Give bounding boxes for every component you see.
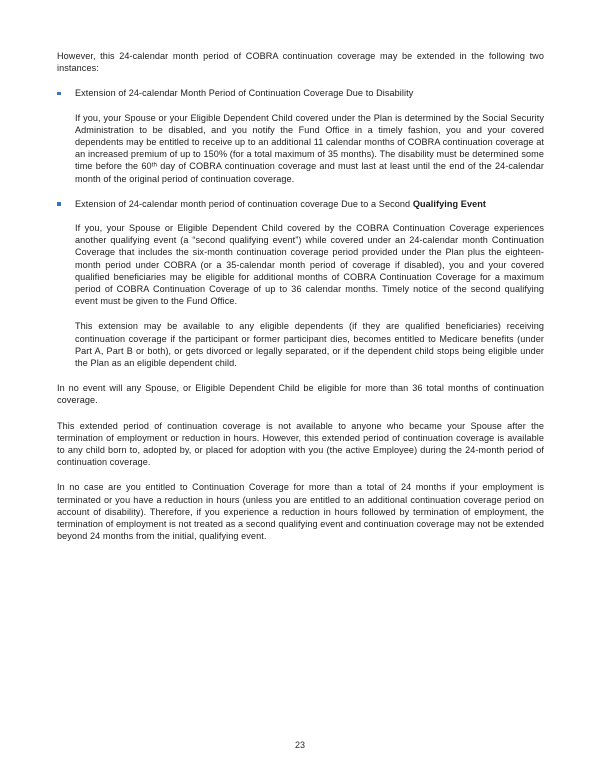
- bullet-item-disability-label: Extension of 24-calendar Month Period of Continuation Coverage Due to Disability: [75, 88, 414, 99]
- second-qualifying-event-paragraph-2: This extension may be available to any eligible dependents (if they are qualified beneficiaries) receiving continuation coverage if the participant or former participant dies, becomes entitled to Medicare benefits (under Part A, Part B or both), or gets divorced or legally separated, or if the dependent child stops being eligible under the Plan as an eligible dependent child.: [75, 321, 544, 369]
- bullet-item-disability: [57, 87, 544, 99]
- bullet-label-emphasis: Qualifying Event: [412, 198, 487, 209]
- closing-paragraph-3: In no case are you entitled to Continuation Coverage for more than a total of 24 months if your employment is terminated or you have a reduction in hours (unless you are entitled to an additional continuation coverage period on account of disability). Therefore, if you experience a reduction in hours followed by termination of employment, the termination of employment is not treated as a second qualifying event and continuation coverage may not be extended beyond 24 months from the initial, qualifying event.: [57, 482, 544, 542]
- second-qualifying-event-paragraph-1: If you, your Spouse or Eligible Dependent Child covered by the COBRA Continuation Coverage experiences another qualifying event (a “second qualifying event”) while covered under an 24-calendar month Continuation Coverage that includes the six-month continuation coverage period provided under the Plan plus the eighteen-month period under COBRA (or a 35-calendar month period of coverage if disabled), you and your covered qualified beneficiaries may be eligible for additional months of COBRA Continuation Coverage for a maximum period of COBRA Continuation Coverage of up to 36 calendar months. Timely notice of the second qualifying event must be given to the Fund Office.: [75, 223, 544, 307]
- ordinal-superscript: th: [151, 162, 158, 170]
- disability-paragraph: [75, 112, 544, 185]
- disability-paragraph-part-a: If you, your Spouse or your Eligible Dependent Child covered under the Plan is determined by the Social Security Administration to be disabled, and you notify the Fund Office in a timely fashion, you and your covered dependents may be entitled to receive up to an additional 11 calendar months of COBRA continuation coverage at an increased premium of up to 150% (for a total maximum of 35 months). The disability must be determined some time before the 60: [75, 112, 544, 172]
- closing-paragraph-1: In no event will any Spouse, or Eligible Dependent Child be eligible for more than 36 total months of continuation coverage.: [57, 383, 544, 406]
- bullet-item-second-qualifying-event-label: [75, 198, 544, 210]
- bullet-item-second-qualifying-event: [57, 198, 544, 210]
- closing-paragraph-2: This extended period of continuation coverage is not available to anyone who became your Spouse after the termination of employment or reduction in hours. However, this extended period of continuation coverage is available to any child born to, adopted by, or placed for adoption with you (the active Employee) during the 24-month period of continuation coverage.: [57, 420, 544, 468]
- intro-paragraph: However, this 24-calendar month period of COBRA continuation coverage may be extended in the following two instances:: [57, 51, 544, 74]
- page-content: [57, 50, 544, 556]
- bullet-label-prefix: Extension of 24-calendar month period of continuation coverage Due to a Second: [75, 198, 413, 209]
- bullet-square-icon: [57, 202, 61, 206]
- disability-paragraph-part-b: day of COBRA continuation coverage and must last at least until the end of the 24-calendar month of the original period of continuation coverage.: [75, 161, 544, 184]
- bullet-square-icon: [57, 92, 61, 96]
- page-number: 23: [294, 740, 305, 750]
